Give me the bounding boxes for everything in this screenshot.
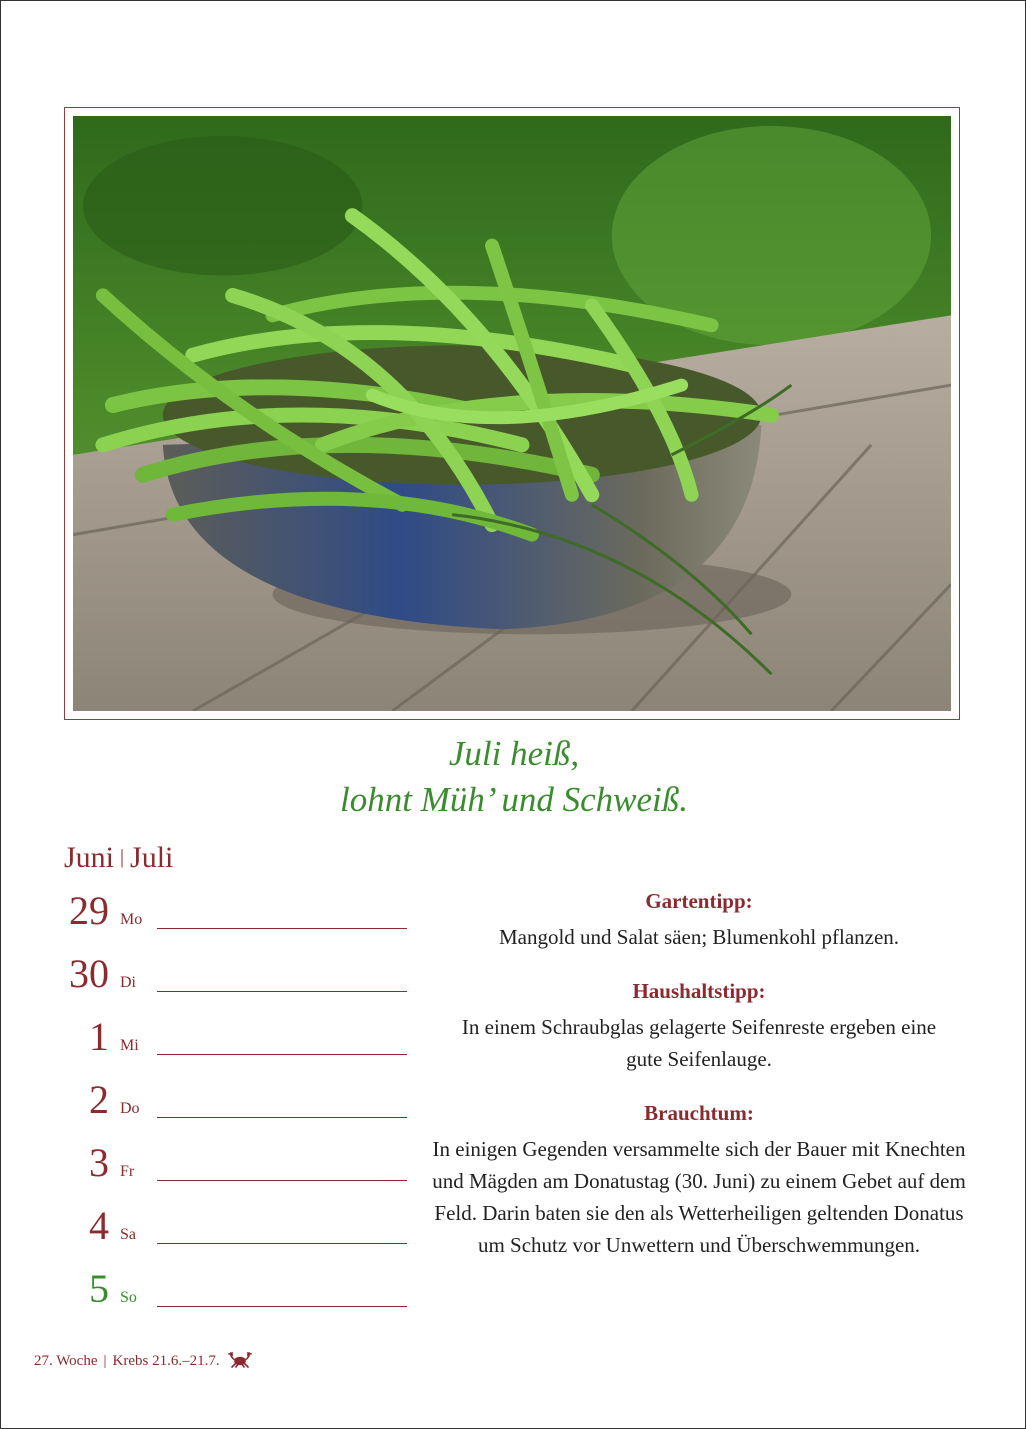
day-abbreviation: Do [120,1100,140,1117]
month-separator: | [120,846,125,868]
day-number: 1 [89,1014,109,1059]
day-note-line[interactable] [157,1054,407,1055]
month-first: Juni [64,841,115,874]
month-heading [64,841,173,875]
tips-column [431,885,967,1283]
day-number: 2 [89,1077,109,1122]
day-row [61,1259,407,1309]
day-note-line[interactable] [157,1243,407,1244]
day-number: 4 [89,1203,109,1248]
day-row [61,1007,407,1057]
tip-title: Gartentipp: [645,889,753,913]
tip-text: Mangold und Salat säen; Blumenkohl pflanzen. [498,925,900,949]
proverb-line-2: lohnt Müh’ und Schweiß. [339,780,689,819]
day-row [61,944,407,994]
day-number: 5 [89,1266,109,1311]
day-number: 29 [69,888,109,933]
day-abbreviation: Mo [120,911,143,928]
day-abbreviation: Mi [120,1037,139,1054]
footer [34,1352,253,1373]
month-second: Juli [130,841,174,874]
day-note-line[interactable] [157,1180,407,1181]
day-abbreviation: Di [120,974,136,991]
day-abbreviation: Sa [120,1226,136,1243]
photo-frame [64,107,960,720]
crab-icon [227,1352,253,1373]
tip-text: In einigen Gegenden versammelte sich der Bauer mit Knechten und Mägden am Donatustag (30. Juni) zu einem Gebet auf dem Feld. Darin baten sie den als Wetterheiligen geltenden Donatus um Schutz vor Unwettern und Überschwemmungen. [432,1137,966,1257]
day-row [61,1133,407,1183]
day-note-line[interactable] [157,991,407,992]
week-number: 27. Woche [34,1353,98,1369]
day-note-line[interactable] [157,1306,407,1307]
day-row [61,881,407,931]
tip-title: Haushaltstipp: [632,979,766,1003]
footer-separator: | [103,1353,107,1369]
day-note-line[interactable] [157,928,407,929]
day-row [61,1070,407,1120]
proverb [1,731,1026,823]
green-beans-photo [73,116,951,711]
day-number: 3 [89,1140,109,1185]
proverb-line-1: Juli heiß, [448,734,580,773]
tip-text: In einem Schraubglas gelagerte Seifenreste ergeben eine gute Seifenlauge. [461,1015,937,1071]
day-abbreviation: So [120,1289,137,1306]
day-number: 30 [69,951,109,996]
day-note-line[interactable] [157,1117,407,1118]
tip-title: Brauchtum: [644,1101,754,1125]
zodiac-period: Krebs 21.6.–21.7. [112,1353,220,1369]
day-row [61,1196,407,1246]
day-abbreviation: Fr [120,1163,135,1180]
